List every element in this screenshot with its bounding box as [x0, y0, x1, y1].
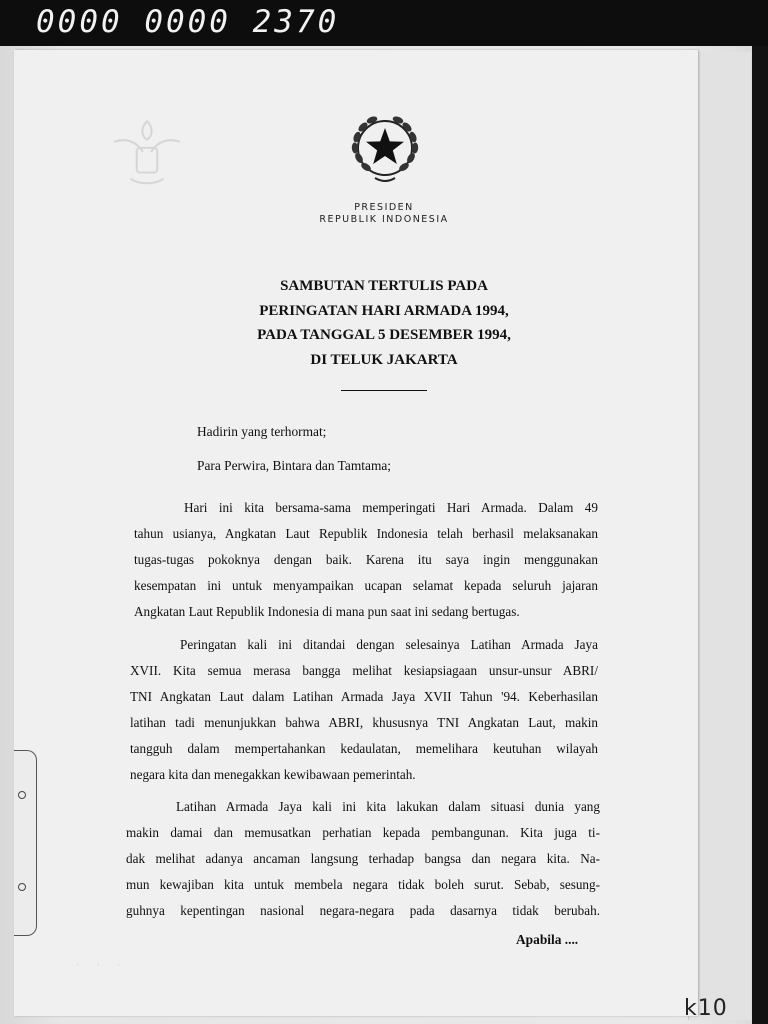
letterhead-title: PRESIDEN: [354, 202, 414, 213]
paragraph-line: Angkatan Laut Republik Indonesia di mana pun saat ini sedang bertugas.: [134, 604, 520, 619]
body-paragraph-2: [130, 632, 598, 788]
frame-counter: 0000 0000 2370: [36, 4, 340, 40]
letterhead: [284, 202, 484, 226]
paragraph-line: XVII. Kita semua merasa bangga melihat kesiapsiagaan unsur-unsur ABRI/: [130, 663, 598, 678]
paragraph-line: tahun usianya, Angkatan Laut Republik Indonesia telah berhasil melaksanakan: [134, 526, 598, 541]
paragraph-line: guhnya kepentingan nasional negara-negara pada dasarnya tidak berubah.: [126, 903, 600, 918]
paragraph-line: dak melihat adanya ancaman langsung terhadap bangsa dan negara kita. Na-: [126, 851, 600, 866]
corner-mark: k10: [684, 996, 728, 1021]
title-line: PERINGATAN HARI ARMADA 1994,: [259, 302, 509, 319]
binder-tab: [14, 750, 37, 936]
title-line: DI TELUK JAKARTA: [310, 351, 458, 368]
title-line: SAMBUTAN TERTULIS PADA: [280, 278, 488, 294]
document-page: [14, 50, 698, 1016]
paragraph-line: kesempatan ini untuk menyampaikan ucapan selamat kepada seluruh jajaran: [134, 578, 598, 593]
faint-stamp-mark: · · ·: [74, 958, 126, 972]
paragraph-line: tangguh dalam mempertahankan kedaulatan, memelihara keutuhan wilayah: [130, 741, 598, 756]
paragraph-line: Hari ini kita bersama-sama memperingati Hari Armada. Dalam 49: [184, 500, 598, 515]
scan-edge-strip: [752, 46, 768, 1024]
binder-hole: [18, 791, 26, 799]
letterhead-subtitle: REPUBLIK INDONESIA: [319, 214, 449, 225]
paragraph-line: tugas-tugas pokoknya dengan baik. Karena itu saya ingin menggunakan: [134, 552, 598, 567]
salutation-line: Hadirin yang terhormat;: [197, 424, 327, 439]
paragraph-line: mun kewajiban kita untuk membela negara tidak boleh surut. Sebab, sesung-: [126, 877, 600, 892]
document-title: [204, 274, 564, 372]
paragraph-line: negara kita dan menegakkan kewibawaan pemerintah.: [130, 767, 416, 782]
body-paragraph-3: [126, 794, 600, 924]
body-paragraph-1: [134, 495, 598, 625]
paragraph-line: latihan tadi menunjukkan bahwa ABRI, khususnya TNI Angkatan Laut, makin: [130, 715, 598, 730]
paragraph-line: Peringatan kali ini ditandai dengan selesainya Latihan Armada Jaya: [180, 637, 598, 652]
salutation-line: Para Perwira, Bintara dan Tamtama;: [197, 458, 392, 473]
garuda-watermark-icon: [106, 110, 188, 194]
paragraph-line: Latihan Armada Jaya kali ini kita lakukan dalam situasi dunia yang: [176, 799, 600, 814]
binder-hole: [18, 883, 26, 891]
title-underline: [341, 390, 427, 391]
paragraph-line: makin damai dan memusatkan perhatian kepada pembangunan. Kita juga ti-: [126, 825, 600, 840]
title-line: PADA TANGGAL 5 DESEMBER 1994,: [257, 327, 511, 343]
continuation-catchword: Apabila ....: [516, 932, 579, 947]
paragraph-line: TNI Angkatan Laut dalam Latihan Armada Jaya XVII Tahun '94. Keberhasilan: [130, 689, 598, 704]
microfilm-header-band: [0, 0, 768, 46]
presidential-seal-icon: [345, 108, 425, 188]
